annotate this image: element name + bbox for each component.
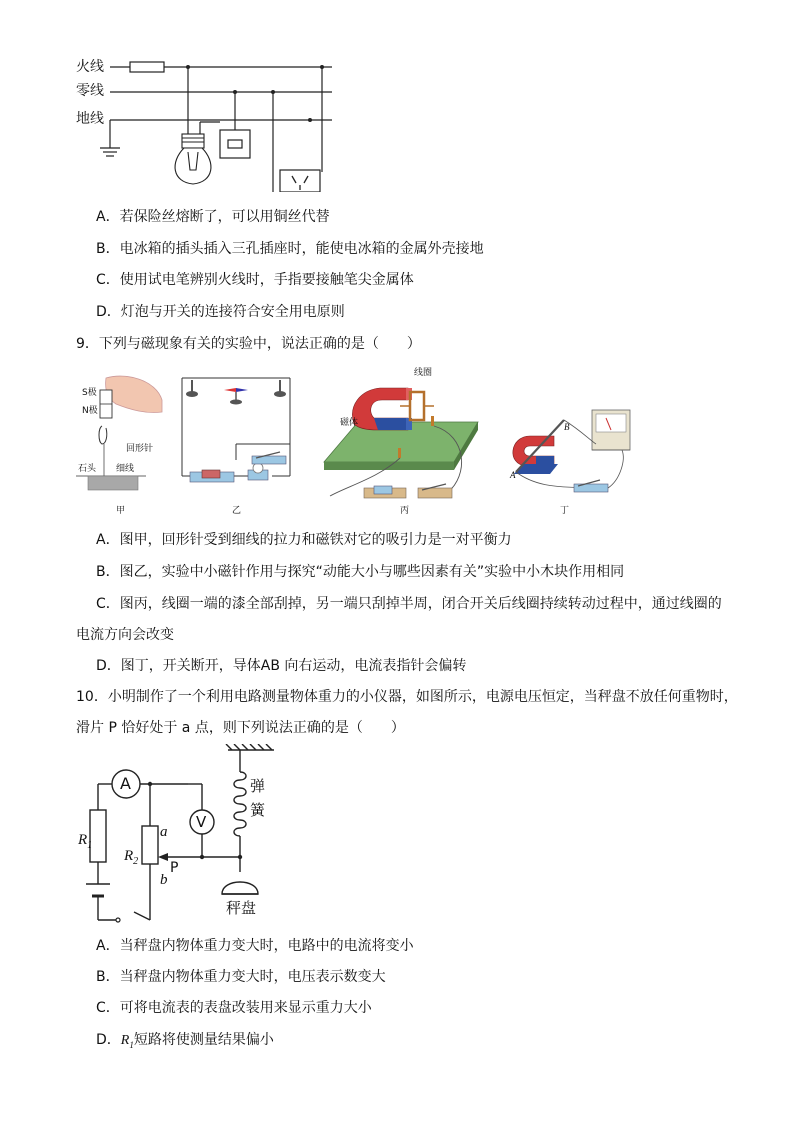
point-b-label: b <box>160 872 168 888</box>
ding-a-label: A <box>510 470 516 480</box>
q8-option-a: A．若保险丝熔断了，可以用铜丝代替 <box>96 209 330 225</box>
q8-option-d: D．灯泡与开关的连接符合安全用电原则 <box>96 304 345 320</box>
q10-stem-line2: 滑片 P 恰好处于 a 点，则下列说法正确的是（ ） <box>76 720 405 736</box>
ding-caption: 丁 <box>560 506 570 516</box>
jia-n-pole-label: N极 <box>82 406 98 416</box>
q8-option-b: B．电冰箱的插头插入三孔插座时，能使电冰箱的金属外壳接地 <box>96 241 484 257</box>
pan-label: 秤盘 <box>226 899 257 917</box>
r1-label: $R_1$ <box>78 832 93 851</box>
q9-option-a: A．图甲，回形针受到细线的拉力和磁铁对它的吸引力是一对平衡力 <box>96 532 512 548</box>
voltmeter-label: V <box>196 813 207 831</box>
r2-label: $R_2$ <box>124 848 139 867</box>
q9-option-b: B．图乙，实验中小磁针作用与探究“动能大小与哪些因素有关”实验中小木块作用相同 <box>96 564 625 580</box>
q9-stem: 9．下列与磁现象有关的实验中，说法正确的是（ ） <box>76 336 421 352</box>
spring-label-1: 弹 <box>250 777 266 795</box>
q10-option-d-prefix: D． <box>96 1032 121 1048</box>
figure-ding <box>500 400 680 500</box>
household-wiring-figure <box>70 52 350 192</box>
q10-option-d-r: R <box>120 1033 130 1048</box>
yi-caption: 乙 <box>232 506 242 516</box>
q10-stem-line1: 10．小明制作了一个利用电路测量物体重力的小仪器，如图所示，电源电压恒定，当秤盘不放任何重物时， <box>76 689 738 705</box>
ding-b-label: B <box>564 422 570 432</box>
bing-caption: 丙 <box>400 506 410 516</box>
q10-option-d <box>96 1030 274 1055</box>
ammeter-label: A <box>120 774 131 793</box>
jia-thread-label: 细线 <box>116 464 135 474</box>
jia-stone-label: 石头 <box>78 464 97 474</box>
q10-option-b: B．当秤盘内物体重力变大时，电压表示数变大 <box>96 969 386 985</box>
neutral-line-label: 零线 <box>76 83 104 99</box>
q10-option-d-text: 短路将使测量结果偏小 <box>133 1032 274 1048</box>
figure-yi <box>172 372 302 502</box>
fire-line-label: 火线 <box>76 59 104 75</box>
jia-s-pole-label: S极 <box>82 388 97 398</box>
q8-option-c: C．使用试电笔辨别火线时，手指要接触笔尖金属体 <box>96 272 414 288</box>
jia-clip-label: 回形针 <box>126 444 154 454</box>
q9-option-c-continued: 电流方向会改变 <box>76 627 174 643</box>
q10-option-d-sub: 1 <box>129 1039 134 1050</box>
figure-bing <box>318 366 498 506</box>
ground-line-label: 地线 <box>76 111 104 127</box>
slider-p-label: P <box>170 860 179 876</box>
q9-option-c: C．图丙，线圈一端的漆全部刮掉，另一端只刮掉半周，闭合开关后线圈持续转动过程中，通过线圈的 <box>96 596 722 612</box>
q10-option-c: C．可将电流表的表盘改装用来显示重力大小 <box>96 1000 372 1016</box>
bing-magnet-label: 磁体 <box>340 418 359 428</box>
q10-option-a: A．当秤盘内物体重力变大时，电路中的电流将变小 <box>96 938 414 954</box>
bing-coil-label: 线圈 <box>414 368 433 378</box>
q9-option-d: D．图丁，开关断开，导体AB 向右运动，电流表指针会偏转 <box>96 658 467 674</box>
spring-label-2: 簧 <box>250 801 266 819</box>
q10-circuit-diagram <box>76 744 286 924</box>
jia-caption: 甲 <box>116 506 126 516</box>
point-a-label: a <box>160 824 168 840</box>
